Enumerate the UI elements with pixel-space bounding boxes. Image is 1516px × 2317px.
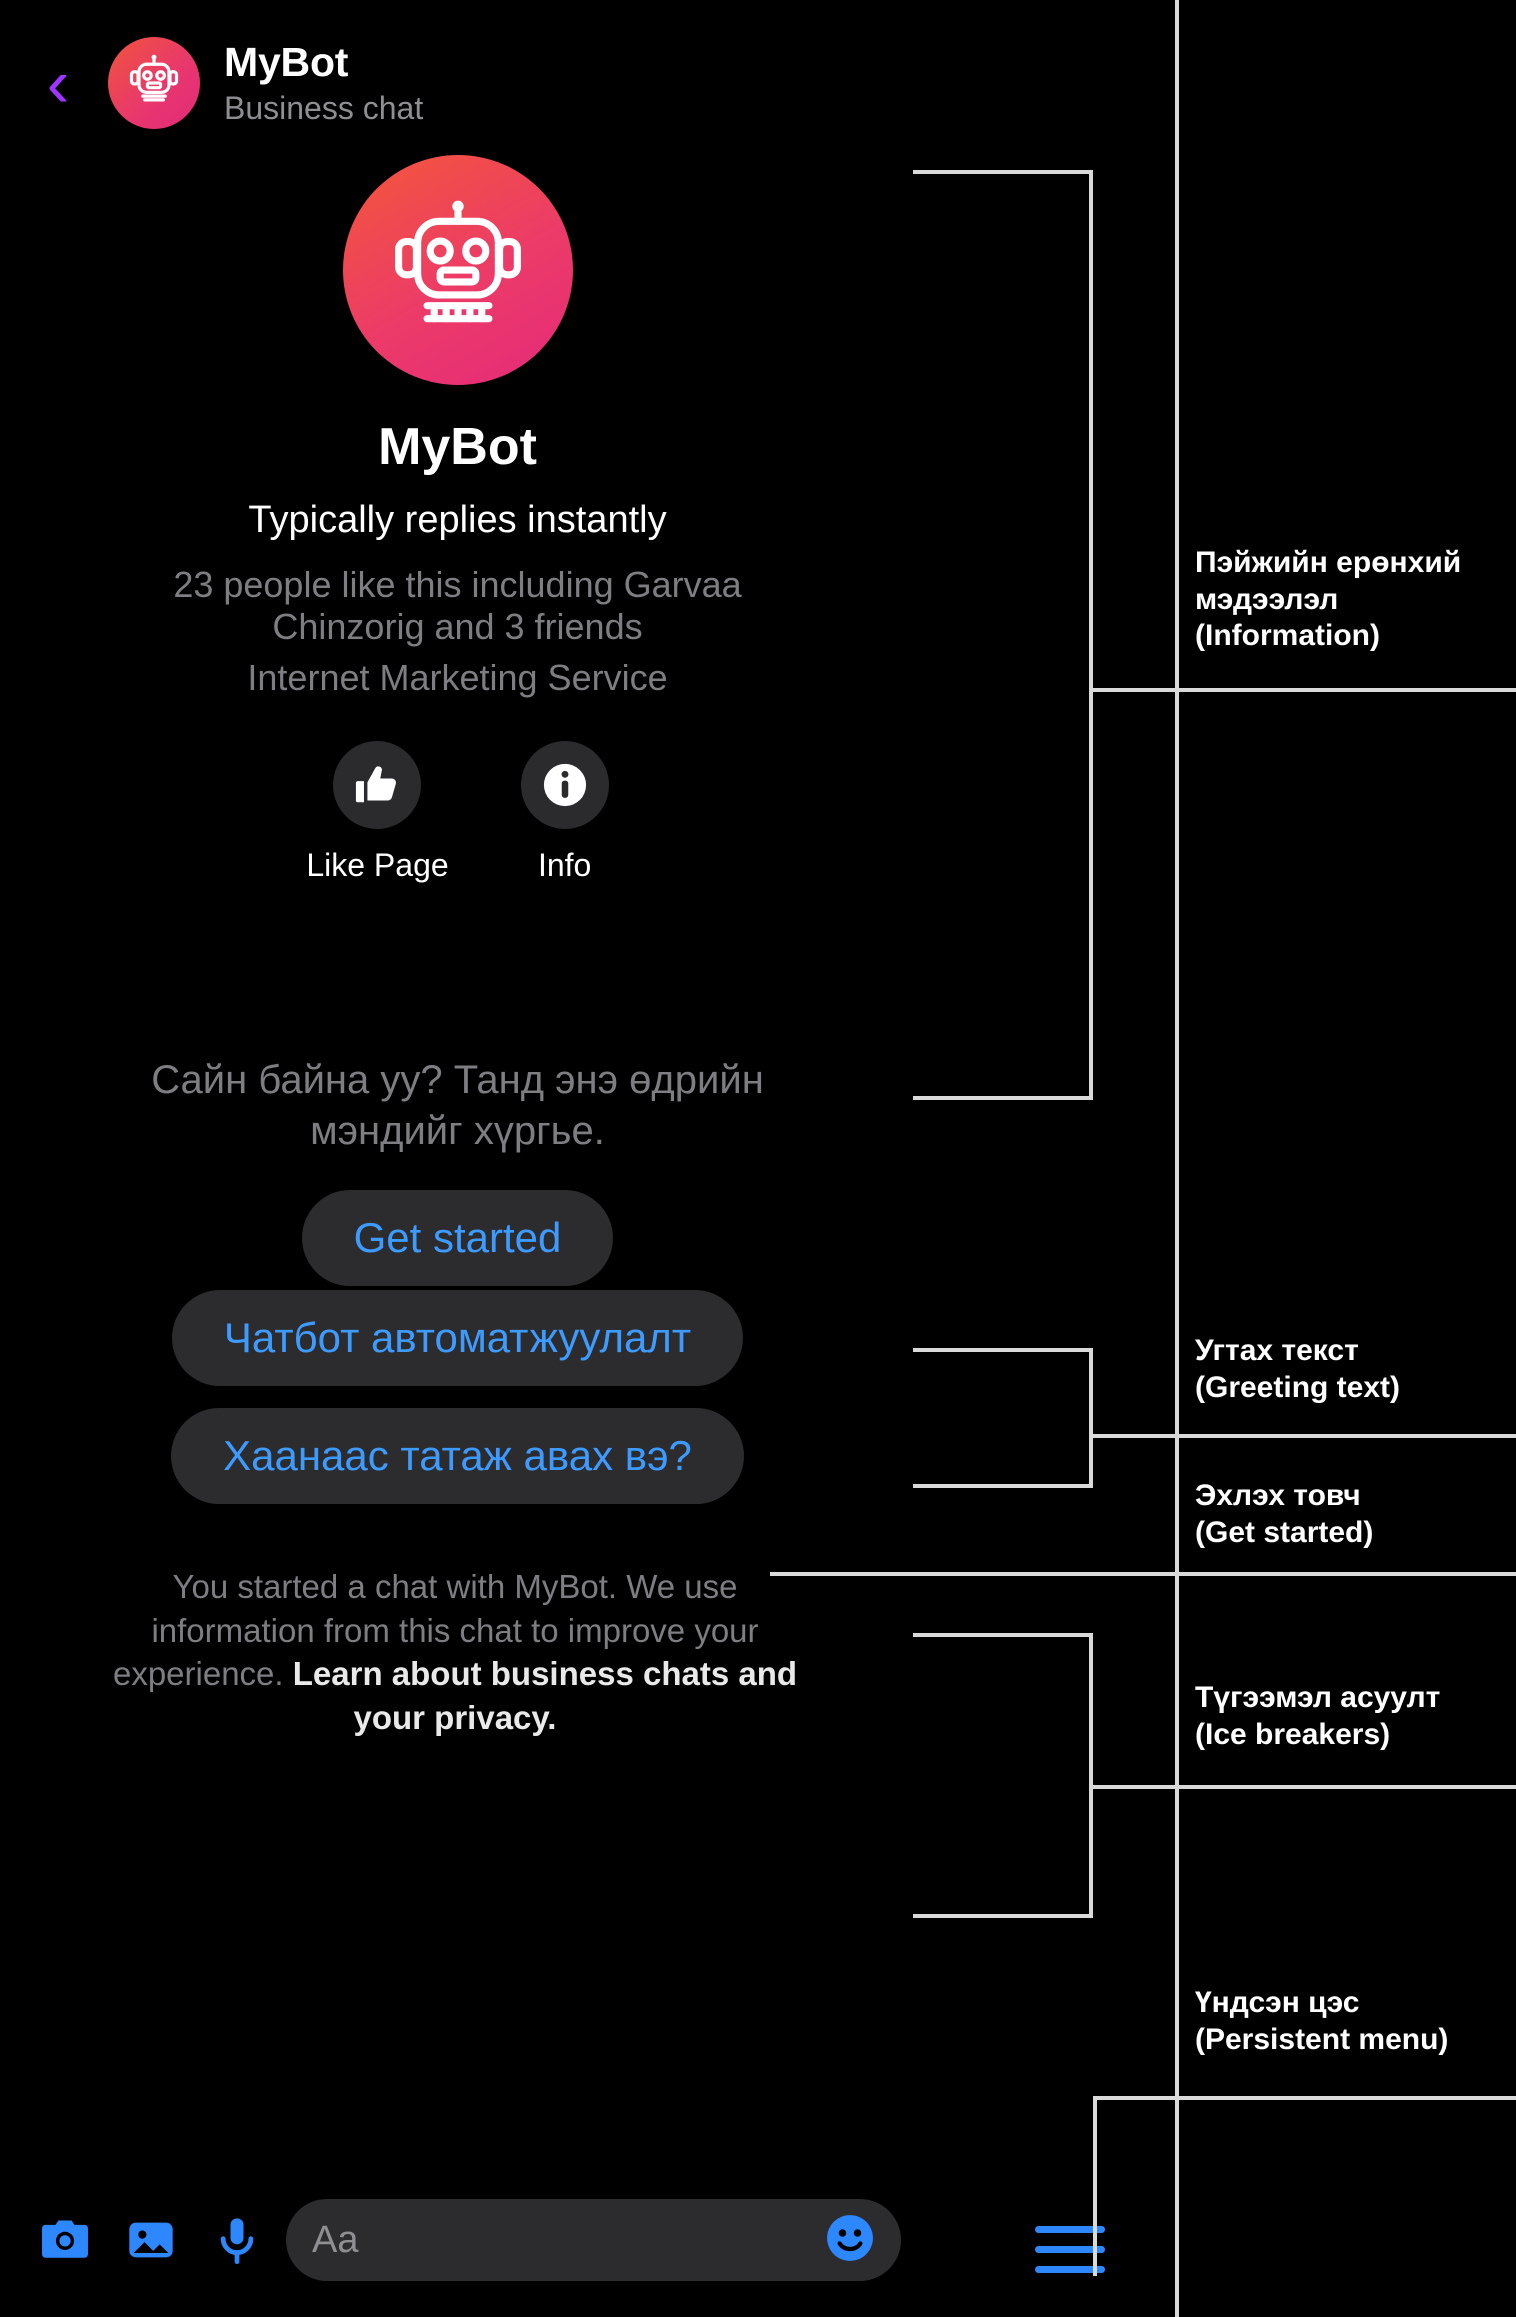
info-button[interactable] (521, 741, 609, 884)
annotation-label-information: Пэйжийн ерөнхий мэдээлэл (Information) (1195, 546, 1462, 653)
ice-breakers-list (0, 1290, 915, 1504)
annotation-label-greeting: Угтах текст (Greeting text) (1195, 1334, 1401, 1404)
robot-avatar-large-icon[interactable] (343, 155, 573, 385)
annotation-leader-get-started (770, 1572, 1516, 1576)
ice-breaker-button-2[interactable]: Хаанаас татаж авах вэ? (171, 1408, 744, 1504)
get-started-button[interactable]: Get started (302, 1190, 614, 1286)
greeting-text: Сайн байна уу? Танд энэ өдрийн мэндийг хүргье. (151, 1058, 764, 1154)
annotation-leader-information (1093, 688, 1516, 692)
header-text-block (224, 39, 423, 127)
annotation-brace-greeting (913, 1348, 1093, 1488)
annotation-leader-ice-breakers (1093, 1785, 1516, 1789)
annotation-label-persistent-menu: Үндсэн цэс (Persistent menu) (1195, 1986, 1449, 2056)
annotation-label-get-started: Эхлэх товч (Get started) (1195, 1479, 1374, 1549)
annotation-leader-menu-vertical (1093, 2096, 1097, 2276)
message-input[interactable] (286, 2199, 901, 2281)
header-title: MyBot (224, 38, 349, 85)
header-subtitle: Business chat (224, 89, 424, 126)
like-page-label: Like Page (306, 846, 449, 883)
camera-icon[interactable] (22, 2214, 108, 2266)
like-page-button[interactable] (306, 741, 448, 884)
ice-breaker-button-1[interactable]: Чатбот автоматжуулалт (172, 1290, 743, 1386)
annotation-divider (1175, 0, 1179, 2317)
smiley-emoji-icon[interactable] (825, 2213, 875, 2268)
annotation-brace-information (913, 170, 1093, 1100)
info-label: Info (537, 846, 592, 883)
disclaimer-text: You started a chat with MyBot. We use information from this chat to improve your experience. (112, 1568, 759, 1693)
annotation-label-ice-breakers: Түгээмэл асуулт (Ice breakers) (1195, 1681, 1441, 1751)
reply-time-text: Typically replies instantly (248, 499, 667, 541)
disclaimer-link[interactable]: Learn about business chats and your privacy. (292, 1655, 798, 1736)
privacy-disclaimer (90, 1565, 820, 1739)
header-avatar[interactable] (108, 37, 200, 129)
image-gallery-icon[interactable] (108, 2214, 194, 2266)
message-composer (0, 2185, 915, 2295)
chat-header (0, 0, 1175, 165)
page-likes-text: 23 people like this including Garvaa Chinzorig and 3 friends (173, 564, 742, 648)
annotation-leader-menu-horizontal (1093, 2096, 1516, 2100)
page-category-text: Internet Marketing Service (247, 656, 668, 698)
page-title: MyBot (378, 418, 537, 476)
profile-actions (306, 741, 608, 884)
info-icon (521, 741, 609, 829)
back-chevron-icon[interactable]: ‹ (46, 44, 70, 121)
message-input-placeholder: Aa (312, 2218, 359, 2261)
get-started-row (0, 1190, 915, 1286)
annotation-leader-greeting (1093, 1434, 1516, 1438)
bot-profile-block (0, 155, 915, 884)
microphone-icon[interactable] (194, 2214, 280, 2266)
annotation-brace-ice-breakers (913, 1633, 1093, 1918)
thumbs-up-icon (333, 741, 421, 829)
